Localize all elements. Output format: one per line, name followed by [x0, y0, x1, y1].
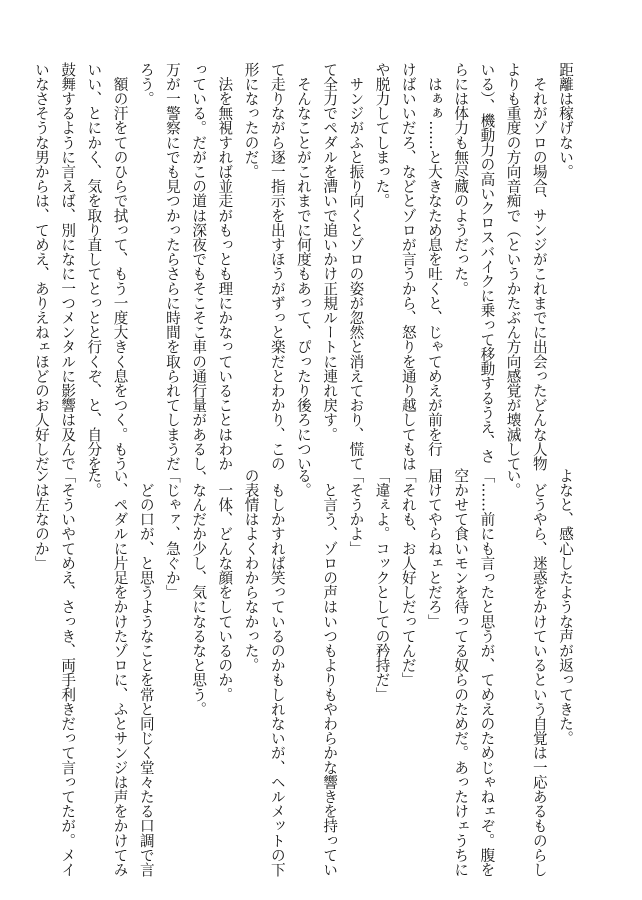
text-line: そんなことがこれまでに何度もあって、ぴったり後ろについ — [294, 62, 312, 471]
text-line: 「違ぇよ。コックとしての矜持だ」 — [373, 468, 391, 702]
text-line: どの口が、と思うようなことを常と同じく堂々たる口調で言 — [137, 468, 155, 877]
text-line: 法を無視すれば並走がもっとも理にかなっていることはわか — [216, 62, 234, 471]
text-line: もしかすれば笑っているのかもしれないが、ヘルメットの下 — [268, 468, 286, 877]
text-line: 形になったのだ。 — [242, 62, 260, 179]
text-line: それがゾロの場合、サンジがこれまでに出会ったどんな人物 — [530, 62, 548, 471]
text-line: 「それも、お人好しだってんだ」 — [399, 468, 417, 687]
text-line: はぁぁ……と大きなため息を吐くと、じゃてめえが前を行 — [425, 62, 443, 457]
text-line: の表情はよくわからなかった。 — [242, 468, 260, 673]
text-line: いる）、機動力の高いクロスバイクに乗って移動するうえ、さ — [478, 62, 496, 464]
text-line: 届けてやらねェとだろ」 — [425, 468, 443, 629]
text-line: と言う、ゾロの声はいつもよりもやわらかな響きを持ってい — [321, 468, 339, 877]
text-line: 額の汗をてのひらで拭って、もう一度大きく息をつく。もう — [111, 62, 129, 471]
text-line: て全力でペダルを漕いで追いかけ正規ルートに連れ戻す。 — [321, 62, 339, 442]
text-line: や脱力してしまった。 — [373, 62, 391, 208]
text-line: 一体、どんな顔をしているのか。 — [216, 468, 234, 702]
text-line: よなと、感心したような声が返ってきた。 — [557, 468, 574, 746]
text-line: て走りながら逐一指示を出すほうがずっと楽だとわかり、この — [268, 62, 286, 471]
text-line: いい、とにかく、気を取り直してとっとと行くぞ、と、自分を — [85, 62, 103, 471]
text-line: 「……前にも言ったと思うが、てめえのためじゃねェぞ。腹を — [478, 468, 496, 877]
text-line: た。 — [85, 468, 103, 498]
text-line: らには体力も無尽蔵のようだった。 — [452, 62, 470, 296]
text-line: 空かせて食いモンを待ってる奴らのためだ。あったけェうちに — [452, 468, 470, 877]
text-line: ろう。 — [137, 62, 155, 106]
text-line: 鼓舞するように言えば、別になに一つメンタルに影響は及んで — [59, 62, 77, 471]
text-line: 「そういやてめえ、さっき、両手利きだって言ってたが。メイ — [59, 468, 77, 877]
text-line: なんだか少し、気になるなと思う。 — [190, 468, 208, 717]
text-line: ンは左なのか」 — [32, 468, 50, 571]
text-line: サンジがふと振り向くとゾロの姿が忽然と消えており、慌て — [347, 62, 365, 471]
text-line: い、ペダルに片足をかけたゾロに、ふとサンジは声をかけてみ — [111, 468, 129, 877]
lower-text-column — [32, 468, 578, 877]
text-line: 「じゃァ、急ぐか」 — [163, 468, 181, 600]
upper-text-column — [32, 62, 578, 486]
text-line: どうやら、迷惑をかけているという自覚は一応あるものらし — [530, 468, 548, 877]
text-line: い。 — [504, 468, 522, 498]
text-line: いなさそうな男からは、てめえ、ありえねェほどのお人好しだ — [32, 62, 50, 471]
text-line: る。 — [294, 468, 312, 498]
text-line: 「そうかよ」 — [347, 468, 365, 556]
text-line: 万が一警察にでも見つかったらさらに時間を取られてしまうだ — [163, 62, 181, 471]
text-line: っている。だがこの道は深夜でもそこそこ車の通行量があるし、 — [190, 62, 208, 486]
text-line: 距離は稼げない。 — [557, 62, 574, 179]
text-line: けばいいだろ、などとゾロが言うから、怒りを通り越してもは — [399, 62, 417, 471]
text-line: よりも重度の方向音痴で（というかたぶん方向感覚が壊滅して — [504, 62, 522, 471]
